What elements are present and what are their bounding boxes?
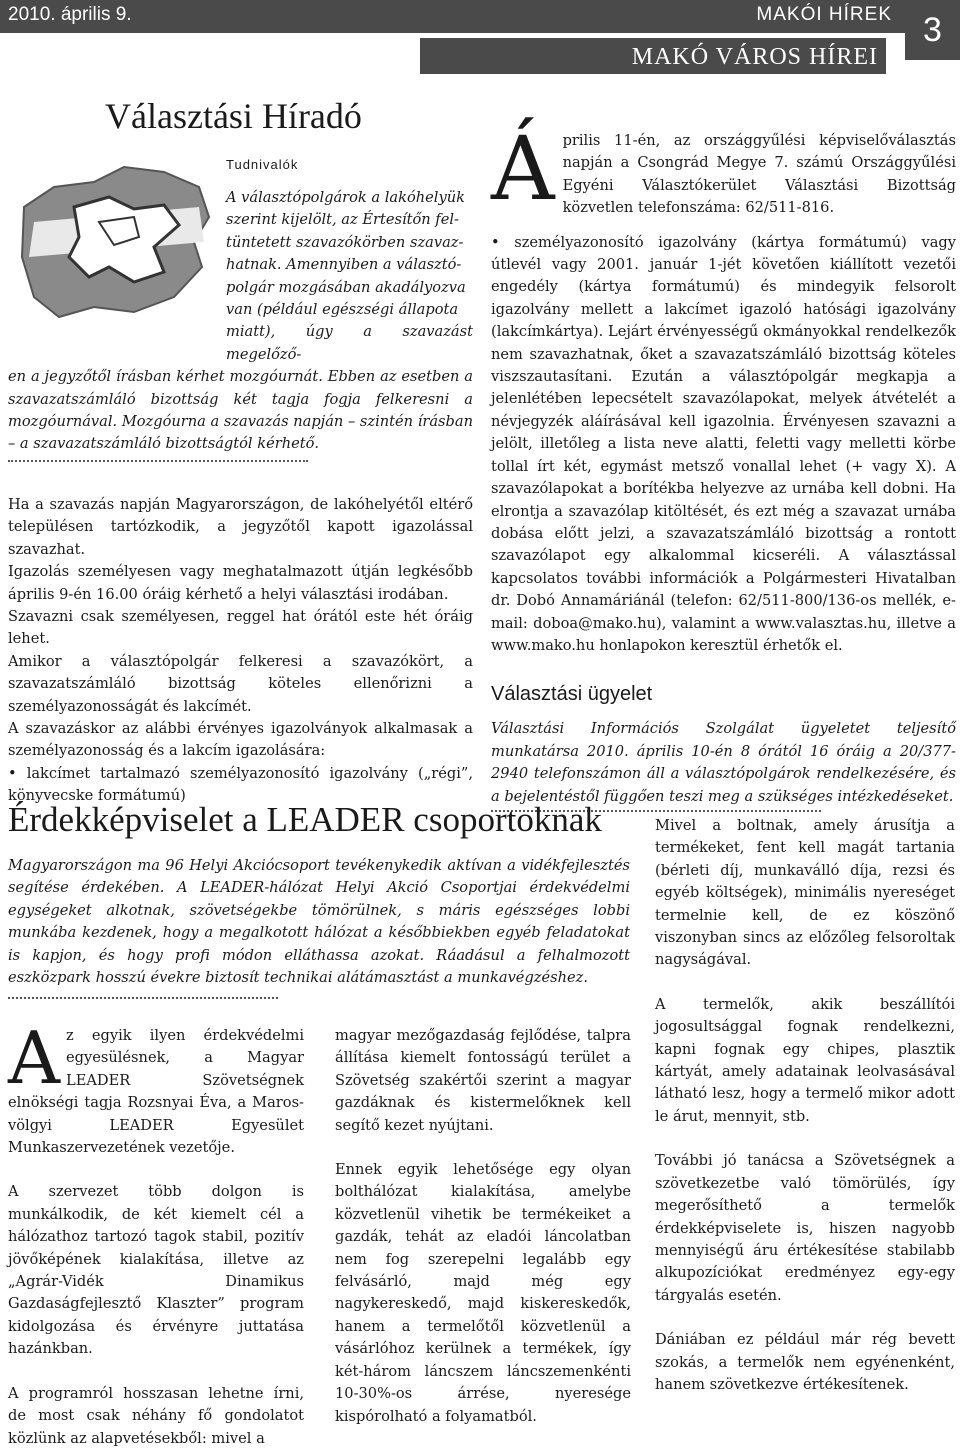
intro-line: hatnak. Amennyiben a választó-	[226, 256, 462, 274]
body-paragraph: Dániában ez például már rég bevett szokás, a termelők nem egyénenként, hanem szövetkezve értékesítenek.	[655, 1331, 955, 1393]
election-right-column	[491, 117, 956, 812]
page-number: 3	[905, 0, 960, 60]
right-body: • személyazonosító igazolvány (kártya formátumú) vagy útlevél vagy 2001. január 1-jét követően kiállított vezetői engedély (kártya formátumú) és mindegyik felsorolt igazolvány mellett a lakcímet igazoló hatósági igazolvány (lakcímkártya). Lejárt érvényességű okmányokkal rendelkezők nem szavazhatnak, őket a szavazatszámláló bizottság köteles viszszautasítani. Ezután a választópolgár megkapja a jelenlétében lepecsételt szavazólapokat, melyek átvételét a névjegyzék aláírásával kell igazolnia. Érvényesen szavazni a jelölt, illetőleg a lista neve alatti, feletti vagy melletti körbe tollal írt két, egymást metsző vonallal lehet (+ vagy X). A szavazólapokat a borítékba helyezve az urnába kell dobni. Ha elrontja a szavazólap kitöltését, és ezt még a szavazat urnába dobása előtt jelzi, a szavazatszámláló bizottság a rontott szavazólapot egy alkalommal kicseréli. A választással kapcsolatos további információk a Polgármesteri Hivatalban dr. Dobó Annamáriánál (telefon: 62/511-800/136-os mellék, e-mail: doboa@mako.hu), valamint a www.valasztas.hu, illetve a www.mako.hu honlapokon keresztül érhetők el.	[491, 233, 956, 654]
body-paragraph: Mivel a boltnak, amely árusítja a termékeket, fent kell magát tartania (bérleti díj, munkaválló díja, rezsi és egyéb költségek), minimális nyereséget termelnie kell, de ez köszönő viszonyban sincs az előzőleg felsoroltak nagyságával.	[655, 817, 955, 969]
section-subtitle: MAKÓ VÁROS HÍREI	[420, 38, 886, 74]
leader-intro-text: Magyarországon ma 96 Helyi Akciócsoport tevékenykedik aktívan a vidékfejlesztés segítése érdekében. A LEADER-hálózat Helyi Akció Csoportjai érdekvédelmi egységeket alkotnak, szövetségekbe tömörülnek, s máris egészséges lobbi munkába kezdenek, hogy a megalkotott hálózat a későbbiekben egyéb feladatokat is kapjon, és hogy profi módon elláthassa azokat. Ráadásul a felhalmozott eszközpark hosszú évekre biztosít technikai alátámasztást a munkavégzéshez.	[8, 857, 630, 987]
election-title: Választási Híradó	[105, 96, 362, 136]
body-paragraph: Ennek egyik lehetősége egy olyan bolthálózat kialakítása, amelybe közvetlenül vihetik be termékeiket a gazdák, tehát az eladói láncolatban nem fog szerepelni legalább egy felvásárló, majd még egy nagykereskedő, majd kiskereskedők, hanem a termelőtől közvetlenül a vásárlóhoz kerülnek a termékek, így két-három láncszem láncszemenkénti 10-30%-os árrése, nyeresége kispórolható a folyamatból.	[335, 1161, 631, 1425]
leader-intro	[8, 855, 630, 999]
leader-column-1	[8, 1016, 304, 1450]
body-paragraph: A szavazáskor az alábbi érvényes igazolványok alkalmasak a személyazonosság és a lakcím igazolására:	[8, 720, 473, 760]
dropcap: Á	[491, 117, 555, 220]
body-paragraph: magyar mezőgazdaság fejlődése, talpra állítása kiemelt fontosságú terület a Szövetség szakértői szerint a magyar gazdáknak és kistermelőknek kell segítő kezet nyújtani.	[335, 1027, 631, 1134]
body-paragraph: További jó tanácsa a Szövetségnek a szövetkezetbe való tömörülés, így megerősíthető a termelők érdekképviselete is, hiszen nagyobb mennyiségű áru értékesítése stabilabb alkupozíciókat eredményez egy-egy tárgyalás esetén.	[655, 1152, 955, 1304]
intro-line: van (például egészségi állapota	[226, 301, 459, 319]
right-intro: prilis 11-én, az országgyűlési képviselőválasztás napján a Csongrád Megye 7. számú Országgyűlési Egyéni Választókerület Választási Bizottság közvetlen telefonszáma: 62/511-816.	[562, 132, 956, 217]
leader-title: Érdekképviselet a LEADER csoportoknak	[8, 800, 602, 839]
intro-rest: en a jegyzőtől írásban kérhet mozgóurnát. Ebben az esetben a szavazatszámláló bizottság két tagja fogja felkeresni a mozgóurnával. Mozgóurna a szavazás napján – szintén írásban – a szavazatszámláló bizottságtól kérhető.	[8, 368, 473, 453]
leader-column-3	[655, 815, 955, 1396]
body-paragraph: A termelők, akik beszállítói jogosultsággal fognak rendelkezni, kapni fognak egy chipes, plasztik kártyát, amely adatainak leolvasásával látható lesz, hogy a termelő mikor adott le árut, mennyit, stb.	[655, 995, 955, 1125]
body-paragraph: A programról hosszasan lehetne írni, de most csak néhány fő gondolatot közlünk az alapvetésekből: mivel a	[8, 1384, 304, 1447]
body-paragraph: • lakcímet tartalmazó személyazonosító igazolvány („régi”, könyvecske formátumú)	[8, 764, 473, 805]
body-paragraph: Igazolás személyesen vagy meghatalmazott útján legkésőbb április 9-én 16.00 óráig kérhető a helyi választási irodában.	[8, 563, 473, 603]
election-intro	[8, 187, 473, 462]
election-body	[8, 494, 473, 808]
election-kicker: Tudnivalók	[226, 157, 299, 172]
body-paragraph: Szavazni csak személyesen, reggel hat órától este hét óráig lehet.	[8, 608, 473, 648]
intro-line: A választópolgárok a lakóhelyük	[226, 189, 465, 206]
issue-date: 2010. április 9.	[8, 4, 132, 25]
dropcap: A	[8, 1016, 60, 1100]
duty-text: Választási Információs Szolgálat ügyeletet teljesítő munkatársa 2010. április 10-én 8 órától 16 óráig a 20/377-2940 telefonszámon áll a választópolgárok rendelkezésére, és a bejelentéstől függően teszi meg a szükséges intézkedéseket.	[491, 720, 956, 805]
body-paragraph: z egyik ilyen érdekvédelmi egyesülésnek, a Magyar LEADER Szövetségnek elnökségi tagja Rozsnyai Éva, a Maros-völgyi LEADER Egyesület Munkaszervezetének vezetője.	[8, 1027, 304, 1157]
body-paragraph: Ha a szavazás napján Magyarországon, de lakóhelyétől eltérő településen tartózkodik, a jegyzőtől kapott igazolással szavazhat.	[8, 496, 473, 558]
body-paragraph: Amikor a választópolgár felkeresi a szavazókört, a szavazatszámláló bizottság köteles ellenőrizni a személyazonosságát és lakcímét.	[8, 652, 473, 715]
intro-line: tüntetett szavazókörben szavaz-	[226, 233, 464, 251]
intro-line: miatt), úgy a szavazást megelőző-	[226, 323, 473, 363]
dotted-divider	[8, 997, 278, 999]
section-name: MAKÓI HÍREK	[756, 4, 892, 25]
dotted-divider	[8, 460, 308, 462]
duty-title: Választási ügyelet	[491, 683, 653, 706]
intro-line: polgár mozgásában akadályozva	[226, 278, 466, 296]
intro-line: szerint kijelölt, az Értesítőn fel-	[226, 211, 459, 229]
body-paragraph: A szervezet több dolgon is munkálkodik, de két kiemelt cél a hálózathoz tartozó tagok stabil, pozitív jövőképének kialakítása, illetve az „Agrár-Vidék Dinamikus Gazdaságfejlesztő Klaszter” program kidolgozása és érvényre juttatása hazánkban.	[8, 1183, 304, 1358]
leader-column-2	[335, 1025, 631, 1428]
